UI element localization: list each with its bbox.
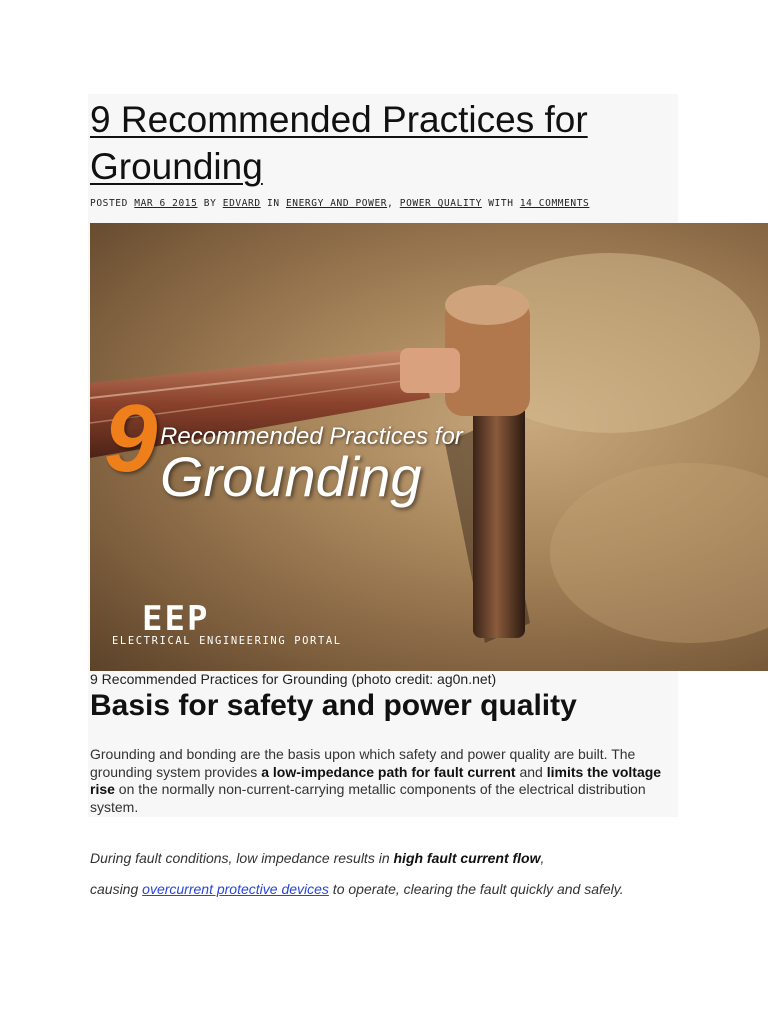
quote1-text-2: , xyxy=(540,850,545,866)
para-bold-2: limits the voltage rise xyxy=(90,763,662,798)
hero-subtitle: Recommended Practices for xyxy=(160,423,463,450)
quote2-text-2: to operate, clearing the fault quickly and safely. xyxy=(328,881,624,897)
meta-separator: , xyxy=(387,198,394,209)
meta-with-label: WITH xyxy=(488,198,514,209)
image-caption: 9 Recommended Practices for Grounding (photo credit: ag0n.net) xyxy=(90,671,497,687)
para-text-1: Grounding and bonding are the basis upon which safety and power quality are built. The grounding system provides xyxy=(90,746,636,780)
quote2-text-1: causing xyxy=(90,881,143,897)
comments-link[interactable]: 14 COMMENTS xyxy=(519,198,590,209)
quote1-text-1: During fault conditions, low impedance results in xyxy=(90,850,394,866)
meta-by-label: BY xyxy=(203,198,217,209)
section-heading: Basis for safety and power quality xyxy=(90,689,577,722)
post-meta xyxy=(90,198,690,209)
article-title[interactable]: 9 Recommended Practices for Grounding xyxy=(90,99,588,187)
meta-in-label: IN xyxy=(267,198,280,209)
eep-logo-tagline: ELECTRICAL ENGINEERING PORTAL xyxy=(112,635,342,647)
para-bold-1: a low-impedance path for fault current xyxy=(261,763,516,780)
quote-line-2 xyxy=(90,881,624,897)
meta-posted-label: POSTED xyxy=(90,198,128,209)
intro-paragraph xyxy=(90,746,668,816)
eep-logo: EEP xyxy=(142,599,210,639)
overcurrent-devices-link[interactable]: overcurrent protective devices xyxy=(142,881,329,897)
para-text-3: on the normally non-current-carrying metallic components of the electrical distribution system. xyxy=(90,781,646,815)
quote1-bold: high fault current flow xyxy=(393,850,541,866)
category-link-energy[interactable]: ENERGY AND POWER xyxy=(285,198,388,209)
hero-image xyxy=(90,223,768,671)
hero-title: Grounding xyxy=(160,445,422,508)
post-date-link[interactable]: MAR 6 2015 xyxy=(134,198,198,209)
author-link[interactable]: EDVARD xyxy=(222,198,261,209)
para-text-2: and xyxy=(515,763,547,780)
hero-number: 9 xyxy=(104,385,158,492)
category-link-power-quality[interactable]: POWER QUALITY xyxy=(399,198,482,209)
quote-line-1 xyxy=(90,850,544,866)
